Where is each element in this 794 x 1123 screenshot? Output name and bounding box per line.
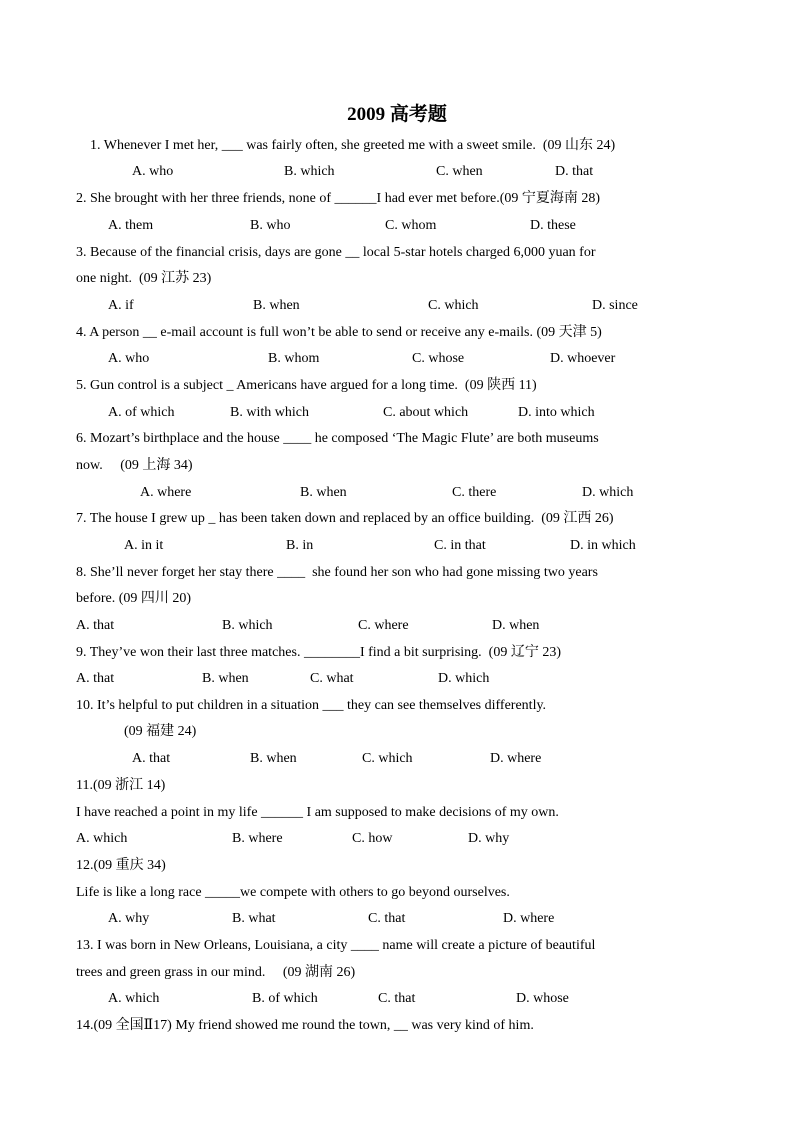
question-12-text: 12.(09 重庆 34) [76,858,166,873]
question-8-option-c: C. where [358,618,409,633]
question-1-option-c: C. when [436,164,483,179]
question-11-option-d: D. why [468,831,510,846]
question-11-option-b: B. where [232,831,283,846]
question-10-option-b: B. when [250,751,297,766]
question-5-text: 5. Gun control is a subject _ Americans have argued for a long time. (09 陕西 11) [76,378,537,393]
question-6-option-a: A. where [140,485,192,500]
question-9-option-d: D. which [438,671,490,686]
question-12-option-a: A. why [108,911,150,926]
question-8-text: 8. She’ll never forget her stay there ____ she found her son who had gone missing two years [76,565,598,580]
question-7-option-c: C. in that [434,538,486,553]
question-8-text: before. (09 四川 20) [76,591,192,606]
question-6-option-b: B. when [300,485,347,500]
question-2-option-c: C. whom [385,218,437,233]
question-1-option-d: D. that [555,164,594,179]
question-12-option-c: C. that [368,911,406,926]
question-2-text: 2. She brought with her three friends, none of ______I had ever met before.(09 宁夏海南 28) [76,191,601,206]
question-7-option-a: A. in it [124,538,164,553]
question-12-text: Life is like a long race _____we compete with others to go beyond ourselves. [76,885,510,900]
question-13-text: 13. I was born in New Orleans, Louisiana, a city ____ name will create a picture of beautiful [76,938,596,953]
question-13-option-a: A. which [108,991,160,1006]
question-10-option-c: C. which [362,751,413,766]
question-13-text: trees and green grass in our mind. (09 湖南 26) [76,965,356,980]
question-8-option-d: D. when [492,618,540,633]
question-11-option-c: C. how [352,831,393,846]
question-6-text: 6. Mozart’s birthplace and the house ____ he composed ‘The Magic Flute’ are both museums [76,431,599,446]
question-2-option-a: A. them [108,218,154,233]
question-9-option-c: C. what [310,671,354,686]
question-5-option-a: A. of which [108,405,175,420]
question-8-option-a: A. that [76,618,115,633]
question-1-option-a: A. who [132,164,174,179]
question-10-option-d: D. where [490,751,542,766]
question-12-option-b: B. what [232,911,276,926]
question-3-option-c: C. which [428,298,479,313]
question-8-option-b: B. which [222,618,273,633]
question-10-option-a: A. that [132,751,171,766]
question-12-option-d: D. where [503,911,555,926]
question-13-option-d: D. whose [516,991,569,1006]
question-3-text: one night. (09 江苏 23) [76,271,212,286]
question-10-text: 10. It’s helpful to put children in a situation ___ they can see themselves differently. [76,698,547,713]
question-7-option-b: B. in [286,538,314,553]
question-3-option-a: A. if [108,298,134,313]
question-4-text: 4. A person __ e-mail account is full won’t be able to send or receive any e-mails. (09 天津 5) [76,325,602,340]
question-9-text: 9. They’ve won their last three matches. ________I find a bit surprising. (09 辽宁 23) [76,645,561,660]
question-6-option-d: D. which [582,485,634,500]
question-7-text: 7. The house I grew up _ has been taken down and replaced by an office building. (09 江西 26) [76,511,614,526]
question-5-option-d: D. into which [518,405,595,420]
question-13-option-c: C. that [378,991,416,1006]
question-9-option-a: A. that [76,671,115,686]
question-13-option-b: B. of which [252,991,318,1006]
question-14-text: 14.(09 全国Ⅱ17) My friend showed me round the town, __ was very kind of him. [76,1018,534,1033]
question-1-option-b: B. which [284,164,335,179]
question-10-text: (09 福建 24) [124,724,197,739]
question-5-option-b: B. with which [230,405,309,420]
page-title: 2009 高考题 [347,104,447,125]
question-7-option-d: D. in which [570,538,636,553]
question-3-option-b: B. when [253,298,300,313]
question-4-option-c: C. whose [412,351,465,366]
question-9-option-b: B. when [202,671,249,686]
question-11-text: I have reached a point in my life ______ I am supposed to make decisions of my own. [76,805,559,820]
question-6-option-c: C. there [452,485,497,500]
question-1-text: 1. Whenever I met her, ___ was fairly often, she greeted me with a sweet smile. (09 山东 24) [90,138,616,153]
question-2-option-b: B. who [250,218,291,233]
question-11-text: 11.(09 浙江 14) [76,778,166,793]
question-5-option-c: C. about which [383,405,469,420]
question-2-option-d: D. these [530,218,576,233]
question-3-option-d: D. since [592,298,638,313]
question-11-option-a: A. which [76,831,128,846]
question-3-text: 3. Because of the financial crisis, days are gone __ local 5-star hotels charged 6,000 yuan for [76,245,596,260]
question-4-option-b: B. whom [268,351,320,366]
question-4-option-a: A. who [108,351,150,366]
question-4-option-d: D. whoever [550,351,616,366]
question-6-text: now. (09 上海 34) [76,458,193,473]
